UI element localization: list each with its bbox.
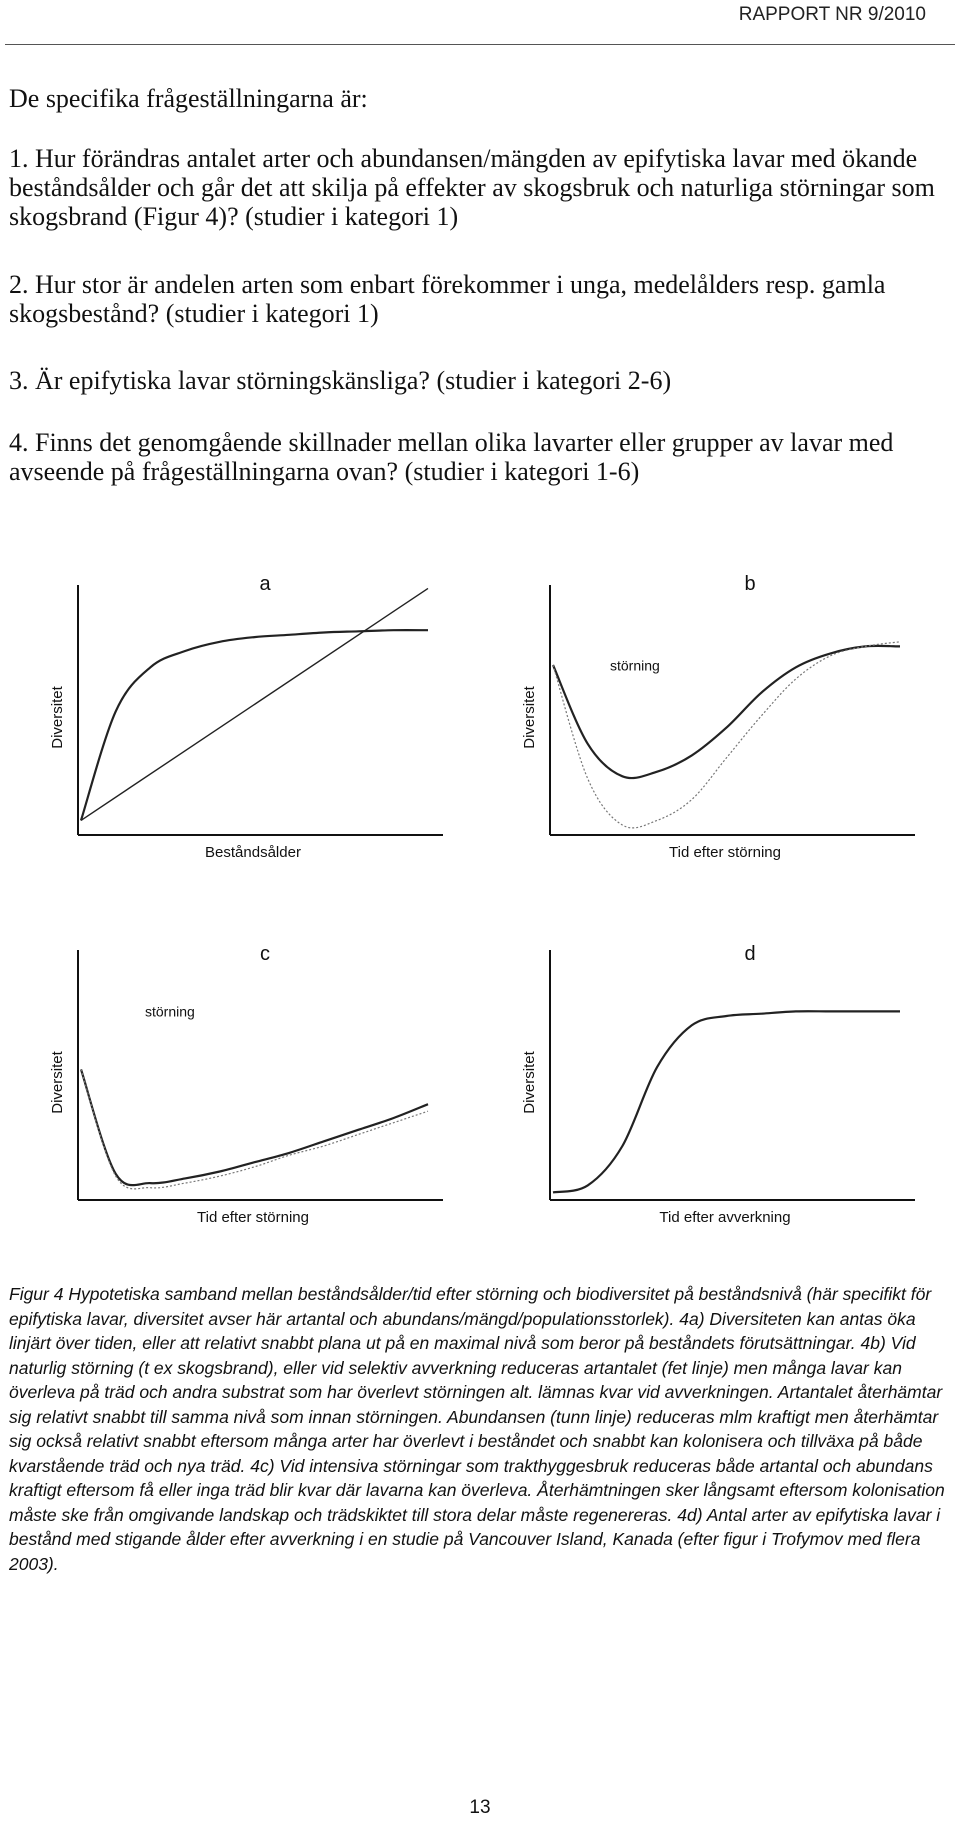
figure-caption: Figur 4 Hypotetiska samband mellan beståndsålder/tid efter störning och biodiversitet på beståndsnivå (här specifikt för epifytiska lavar, diversitet avser här artantal och abundans/mängd/populationsstorlek). 4a) Diversiteten kan antas öka linjärt över tiden, eller att relativt snabbt plana ut på en maximal nivå som beror på beståndets förutsättningar. 4b) Vid naturlig störning (t ex skogsbrand), eller vid selektiv avverkning reduceras artantalet (fet linje) men många lavar kan överleva på träd och andra substrat som har överlevt störningen alt. lämnas kvar vid avverkningen. Artantalet återhämtar sig relativt snabbt till samma nivå som innan störningen. Abundansen (tunn linje) reduceras mlm kraftigt men återhämtar sig också relativt snabbt eftersom många arter har överlevt i beståndet och snabbt kan kolonisera och tillväxa på både kvarstående träd och nya träd. 4c) Vid intensiva störningar som trakthyggesbruk reduceras både artantal och abundans kraftigt eftersom få eller inga träd blir kvar där lavarna kan överleva. Återhämtningen sker långsamt eftersom kolonisation måste ske från omgivande landskap och trädskiktet till stora delar måste regenereras. 4d) Antal arter av epifytiska lavar i bestånd med stigande ålder efter avverkning i en studie på Vancouver Island, Kanada (efter figur i Trofymov med flera 2003). [9, 1284, 945, 1574]
panel-b-xlabel: Tid efter störning [669, 844, 781, 861]
question-4: 4. Finns det genomgående skillnader mellan olika lavarter eller grupper av lavar med avseende på frågeställningarna ovan? (studier i kategori 1-6) [9, 428, 894, 486]
panel-d-xlabel: Tid efter avverkning [659, 1209, 791, 1226]
panel-b-label: b [744, 573, 756, 595]
panel-a-label: a [259, 573, 271, 595]
figure-4-svg [40, 560, 940, 1250]
header-divider [5, 44, 955, 45]
panel-c-annotation-0: störning [145, 1003, 195, 1020]
panel-c-ylabel: Diversitet [49, 1051, 66, 1114]
panel-a-ylabel: Diversitet [49, 686, 66, 749]
panel-c-series-1 [81, 1069, 428, 1189]
panel-a-xlabel: Beståndsålder [205, 844, 301, 861]
panel-c-label: c [260, 943, 270, 965]
panel-c-xlabel: Tid efter störning [197, 1209, 309, 1226]
panel-d-series-0 [553, 1011, 900, 1192]
figure-4 [40, 560, 940, 1250]
question-2: 2. Hur stor är andelen arten som enbart förekommer i unga, medelålders resp. gamla skogsbestånd? (studier i kategori 1) [9, 270, 886, 328]
panel-a-series-0 [81, 630, 428, 820]
page-number: 13 [469, 1797, 491, 1818]
panel-b-ylabel: Diversitet [521, 686, 538, 749]
panel-c-series-0 [81, 1069, 428, 1185]
panel-b-annotation-0: störning [610, 657, 660, 674]
panel-b-series-1 [553, 642, 900, 828]
panel-d-ylabel: Diversitet [521, 1051, 538, 1114]
question-3: 3. Är epifytiska lavar störningskänsliga? (studier i kategori 2-6) [9, 366, 672, 395]
panel-d-label: d [744, 943, 756, 965]
report-header-title: RAPPORT NR 9/2010 [738, 4, 926, 25]
panel-a-series-1 [81, 588, 428, 820]
question-1: 1. Hur förändras antalet arter och abundansen/mängden av epifytiska lavar med ökande beståndsålder och går det att skilja på effekter av skogsbruk och naturliga störningar som skogsbrand (Figur 4)? (studier i kategori 1) [9, 144, 935, 231]
intro-paragraph: De specifika frågeställningarna är: [9, 84, 368, 113]
